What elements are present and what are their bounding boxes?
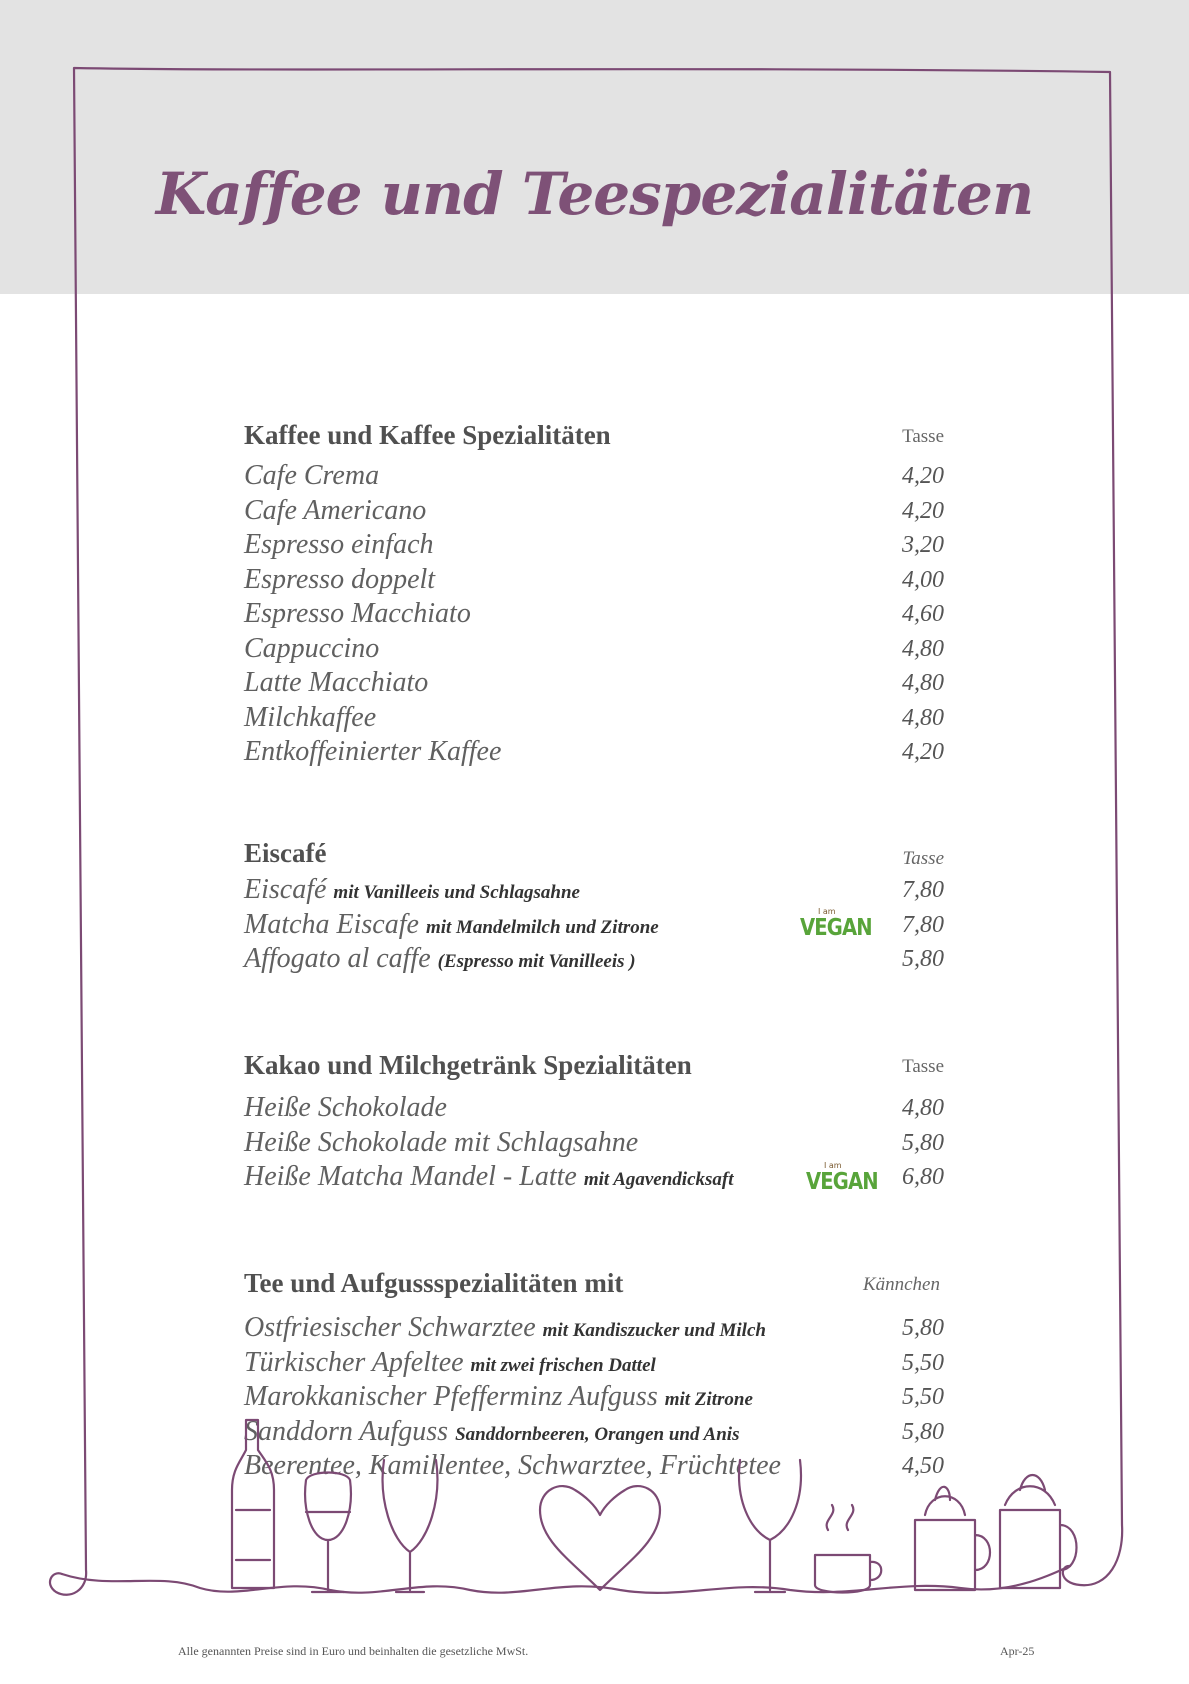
item-name: Ostfriesischer Schwarztee mit Kandiszucker und Milch	[244, 1312, 766, 1343]
item-name: Eiscafé mit Vanilleeis und Schlagsahne	[244, 874, 580, 905]
menu-item	[244, 460, 944, 495]
menu-item	[244, 1450, 944, 1485]
header-band	[0, 0, 1189, 294]
beer-mug-icon	[1000, 1475, 1077, 1588]
footer-disclaimer: Alle genannten Preise sind in Euro und beinhalten die gesetzliche MwSt.	[178, 1644, 529, 1658]
item-note: Sanddornbeeren, Orangen und Anis	[455, 1423, 740, 1445]
menu-item	[244, 1381, 944, 1416]
item-name: Cappuccino	[244, 632, 380, 664]
item-name: Heiße Matcha Mandel - Latte mit Agavendicksaft	[244, 1161, 734, 1192]
item-name: Heiße Schokolade	[244, 1092, 447, 1123]
item-name: Entkoffeinierter Kaffee	[244, 736, 502, 767]
vegan-badge-icon: I am VEGAN	[800, 906, 872, 941]
section-header	[244, 1050, 944, 1092]
menu-item	[244, 1416, 944, 1451]
item-price: 4,20	[902, 463, 944, 489]
menu-item	[244, 1347, 944, 1382]
menu-item	[244, 529, 944, 564]
menu-item	[244, 1092, 944, 1127]
item-name: Cafe Crema	[244, 460, 380, 491]
section-unit: Kännchen	[862, 1274, 940, 1295]
item-note: (Espresso mit Vanilleeis )	[437, 951, 636, 972]
wine-glass-icon	[305, 1473, 351, 1593]
menu-item	[244, 1161, 944, 1196]
item-name: Espresso einfach	[244, 529, 434, 560]
item-name: Marokkanischer Pfefferminz Aufguss mit Zitrone	[244, 1381, 753, 1412]
section-unit: Tasse	[902, 848, 944, 869]
item-name: Milchkaffee	[244, 701, 377, 733]
item-price: 5,80	[902, 1315, 944, 1341]
section-title: Tee und Aufgussspezialitäten mit	[244, 1268, 624, 1298]
item-price: 5,80	[902, 1129, 944, 1156]
menu-item	[244, 906, 944, 944]
item-note: mit Zitrone	[664, 1389, 753, 1410]
coffee-cup-icon	[815, 1505, 881, 1593]
item-price: 4,80	[902, 670, 944, 696]
item-name: Türkischer Apfeltee mit zwei frischen Dattel	[244, 1346, 656, 1378]
menu-item	[244, 702, 944, 737]
item-price: 4,80	[902, 1095, 944, 1121]
item-name: Espresso doppelt	[244, 563, 436, 595]
item-note: mit zwei frischen Dattel	[470, 1354, 656, 1376]
page-title: Kaffee und Teespezialitäten	[155, 160, 1034, 228]
section-tee	[244, 1268, 944, 1485]
section-title: Kaffee und Kaffee Spezialitäten	[244, 420, 611, 450]
mug-icon	[915, 1487, 990, 1590]
menu-item	[244, 667, 944, 702]
item-note: mit Agavendicksaft	[583, 1169, 734, 1190]
item-name: Sanddorn Aufguss Sanddornbeeren, Orangen und Anis	[244, 1415, 740, 1447]
section-header	[244, 838, 944, 874]
item-price: 4,80	[902, 704, 944, 731]
item-price: 5,80	[902, 946, 944, 972]
item-price: 5,80	[902, 1418, 944, 1445]
item-note: mit Mandelmilch und Zitrone	[425, 916, 659, 938]
item-price: 4,00	[902, 566, 944, 593]
item-price: 4,60	[902, 601, 944, 627]
section-title: Eiscafé	[244, 838, 327, 868]
menu-item	[244, 1312, 944, 1347]
item-price: 4,80	[902, 635, 944, 662]
section-unit: Tasse	[902, 1056, 944, 1077]
item-price: 5,50	[902, 1384, 944, 1410]
heart-icon	[540, 1486, 660, 1590]
item-name: Beerentee, Kamillentee, Schwarztee, Früchtetee	[244, 1450, 781, 1481]
vegan-badge-icon: I am VEGAN	[806, 1161, 878, 1195]
section-kakao	[244, 1050, 944, 1196]
item-price: 4,20	[902, 739, 944, 765]
menu-item	[244, 874, 944, 909]
menu-item	[244, 943, 944, 978]
section-eiscafe	[244, 838, 944, 978]
item-price: 6,80	[902, 1164, 944, 1190]
item-price: 4,50	[902, 1453, 944, 1479]
section-unit: Tasse	[902, 426, 944, 447]
item-price: 7,80	[902, 877, 944, 903]
item-price: 4,20	[902, 497, 944, 524]
section-kaffee	[244, 420, 944, 771]
item-name: Latte Macchiato	[244, 667, 429, 698]
item-note: mit Vanilleeis und Schlagsahne	[333, 882, 580, 903]
section-title: Kakao und Milchgetränk Spezialitäten	[244, 1050, 692, 1080]
menu-item	[244, 564, 944, 599]
item-name: Cafe Americano	[244, 494, 427, 526]
item-name: Heiße Schokolade mit Schlagsahne	[244, 1126, 639, 1158]
menu-item	[244, 495, 944, 530]
item-price: 7,80	[902, 911, 944, 938]
item-price: 3,20	[902, 532, 944, 558]
menu-item	[244, 598, 944, 633]
menu-item	[244, 736, 944, 771]
footer-date: Apr-25	[1000, 1644, 1035, 1658]
menu-item	[244, 633, 944, 668]
section-header	[244, 1268, 944, 1312]
item-name: Affogato al caffe (Espresso mit Vanilleeis )	[244, 943, 636, 974]
bottom-wave	[62, 1566, 1070, 1593]
item-name: Espresso Macchiato	[244, 598, 471, 629]
item-note: mit Kandiszucker und Milch	[542, 1320, 766, 1341]
menu-item	[244, 1127, 944, 1162]
item-name: Matcha Eiscafe mit Mandelmilch und Zitrone	[244, 908, 659, 940]
item-price: 5,50	[902, 1349, 944, 1376]
section-header	[244, 420, 944, 460]
